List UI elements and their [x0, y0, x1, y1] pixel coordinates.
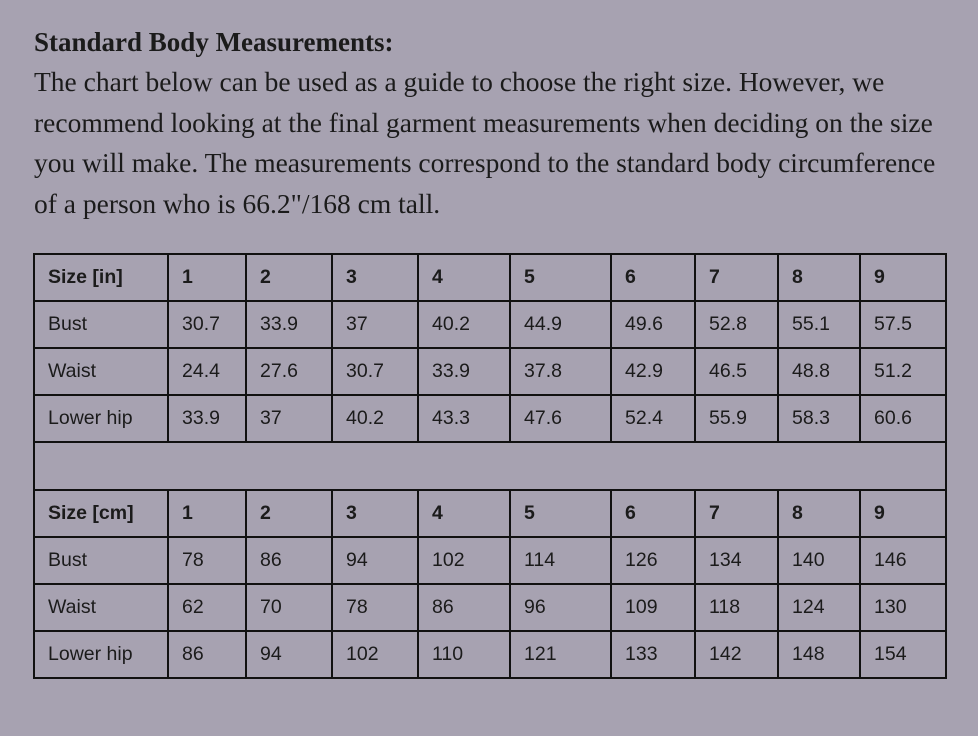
- table-cell: 48.8: [778, 348, 860, 395]
- table-cell: 57.5: [860, 301, 946, 348]
- table-header-cell: 7: [695, 254, 778, 301]
- inches-header-row: [34, 254, 946, 301]
- table-header-cell: 8: [778, 490, 860, 537]
- table-cell: 140: [778, 537, 860, 584]
- table-header-cell: 5: [510, 490, 611, 537]
- table-cell: 126: [611, 537, 695, 584]
- row-label: Waist: [34, 348, 168, 395]
- table-cell: 96: [510, 584, 611, 631]
- table-cell: 102: [332, 631, 418, 678]
- table-spacer-row: [34, 442, 946, 490]
- size-chart-table: [33, 253, 947, 679]
- table-cell: 40.2: [332, 395, 418, 442]
- table-cell: 47.6: [510, 395, 611, 442]
- table-cell: 86: [246, 537, 332, 584]
- description-text: The chart below can be used as a guide to choose the right size. However, we recommend looking at the final garment measurements when deciding on the size you will make. The measurements correspond to the standard body circumference of a person who is 66.2"/168 cm tall.: [34, 66, 936, 219]
- table-cell: 27.6: [246, 348, 332, 395]
- row-label: Lower hip: [34, 395, 168, 442]
- table-header-cell: 6: [611, 254, 695, 301]
- table-cell: 94: [246, 631, 332, 678]
- table-header-cell: Size [in]: [34, 254, 168, 301]
- table-cell: 86: [168, 631, 246, 678]
- centimeters-header-row: [34, 490, 946, 537]
- row-label: Bust: [34, 301, 168, 348]
- table-header-cell: 4: [418, 254, 510, 301]
- table-header-cell: 2: [246, 254, 332, 301]
- table-header-cell: 4: [418, 490, 510, 537]
- table-header-cell: 3: [332, 254, 418, 301]
- table-cell: 30.7: [168, 301, 246, 348]
- size-chart-body: [34, 254, 946, 678]
- table-cell: 142: [695, 631, 778, 678]
- row-label: Bust: [34, 537, 168, 584]
- intro-section: [34, 22, 954, 224]
- table-cell: 24.4: [168, 348, 246, 395]
- table-cell: 60.6: [860, 395, 946, 442]
- table-cell: 109: [611, 584, 695, 631]
- table-cell: 44.9: [510, 301, 611, 348]
- table-cell: 102: [418, 537, 510, 584]
- table-cell: 37: [246, 395, 332, 442]
- table-cell: 58.3: [778, 395, 860, 442]
- table-cell: 30.7: [332, 348, 418, 395]
- table-cell: 148: [778, 631, 860, 678]
- table-header-cell: 9: [860, 254, 946, 301]
- table-cell: 40.2: [418, 301, 510, 348]
- table-cell: 130: [860, 584, 946, 631]
- table-header-cell: Size [cm]: [34, 490, 168, 537]
- table-cell: 52.4: [611, 395, 695, 442]
- table-cell: 146: [860, 537, 946, 584]
- table-header-cell: 5: [510, 254, 611, 301]
- table-row: [34, 348, 946, 395]
- table-header-cell: 1: [168, 254, 246, 301]
- table-cell: 62: [168, 584, 246, 631]
- table-cell: 37: [332, 301, 418, 348]
- table-cell: 118: [695, 584, 778, 631]
- table-cell: 154: [860, 631, 946, 678]
- page-title: Standard Body Measurements:: [34, 27, 394, 57]
- table-header-cell: 3: [332, 490, 418, 537]
- table-row: [34, 584, 946, 631]
- table-row: [34, 537, 946, 584]
- table-cell: 55.9: [695, 395, 778, 442]
- table-cell: 42.9: [611, 348, 695, 395]
- table-cell: 134: [695, 537, 778, 584]
- row-label: Lower hip: [34, 631, 168, 678]
- table-cell: 94: [332, 537, 418, 584]
- table-header-cell: 8: [778, 254, 860, 301]
- table-row: [34, 631, 946, 678]
- table-cell: 124: [778, 584, 860, 631]
- table-header-cell: 9: [860, 490, 946, 537]
- table-row: [34, 301, 946, 348]
- table-cell: 114: [510, 537, 611, 584]
- table-cell: 51.2: [860, 348, 946, 395]
- table-header-cell: 1: [168, 490, 246, 537]
- table-cell: 110: [418, 631, 510, 678]
- table-cell: 37.8: [510, 348, 611, 395]
- table-cell: 33.9: [418, 348, 510, 395]
- table-cell: 133: [611, 631, 695, 678]
- table-cell: 121: [510, 631, 611, 678]
- table-cell: 33.9: [168, 395, 246, 442]
- table-cell: 52.8: [695, 301, 778, 348]
- table-cell: 78: [168, 537, 246, 584]
- table-cell: 46.5: [695, 348, 778, 395]
- table-cell: 86: [418, 584, 510, 631]
- table-cell: 43.3: [418, 395, 510, 442]
- table-header-cell: 7: [695, 490, 778, 537]
- row-label: Waist: [34, 584, 168, 631]
- table-header-cell: 6: [611, 490, 695, 537]
- spacer-cell: [34, 442, 946, 490]
- table-cell: 78: [332, 584, 418, 631]
- table-cell: 49.6: [611, 301, 695, 348]
- table-cell: 70: [246, 584, 332, 631]
- table-cell: 55.1: [778, 301, 860, 348]
- table-row: [34, 395, 946, 442]
- table-header-cell: 2: [246, 490, 332, 537]
- table-cell: 33.9: [246, 301, 332, 348]
